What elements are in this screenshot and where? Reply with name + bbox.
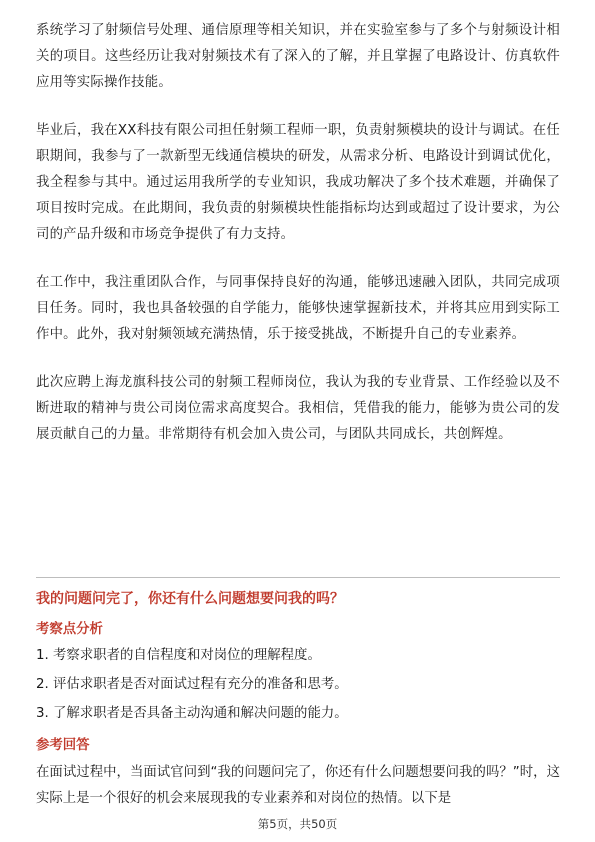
reference-answer: 在面试过程中，当面试官问到“我的问题问完了，你还有什么问题想要问我的吗？”时，这实际上是一个很好的机会来展现我的专业素养和对岗位的热情。以下是 — [36, 765, 560, 806]
interview-question: 我的问题问完了，你还有什么问题想要问我的吗？ — [36, 591, 344, 607]
analysis-item-2: 2. 评估求职者是否对面试过程有充分的准备和思考。 — [36, 677, 348, 692]
body-paragraph-3: 在工作中，我注重团队合作，与同事保持良好的沟通，能够迅速融入团队，共同完成项目任务。同时，我也具备较强的自学能力，能够快速掌握新技术，并将其应用到实际工作中。此外，我对射频领域充满热情，乐于接受挑战，不断提升自己的专业素养。 — [36, 275, 560, 342]
page-number: 第5页，共50页 — [257, 817, 338, 831]
body-paragraph-4: 此次应聘上海龙旗科技公司的射频工程师岗位，我认为我的专业背景、工作经验以及不断进取的精神与贵公司岗位需求高度契合。我相信，凭借我的能力，能够为贵公司的发展贡献自己的力量。非常期待有机会加入贵公司，与团队共同成长，共创辉煌。 — [36, 375, 560, 442]
body-paragraph-1: 系统学习了射频信号处理、通信原理等相关知识，并在实验室参与了多个与射频设计相关的项目。这些经历让我对射频技术有了深入的了解，并且掌握了电路设计、仿真软件应用等实际操作技能。 — [36, 23, 560, 90]
main-content — [36, 18, 560, 448]
body-paragraph-2: 毕业后，我在XX科技有限公司担任射频工程师一职，负责射频模块的设计与调试。在任职期间，我参与了一款新型无线通信模块的研发，从需求分析、电路设计到调试优化，我全程参与其中。通过运用我所学的专业知识，我成功解决了多个技术难题，并确保了项目按时完成。在此期间，我负责的射频模块性能指标均达到或超过了设计要求，为公司的产品升级和市场竞争提供了有力支持。 — [36, 123, 560, 242]
section-divider — [36, 577, 560, 578]
analysis-item-1: 1. 考察求职者的自信程度和对岗位的理解程度。 — [36, 648, 321, 663]
reference-heading: 参考回答 — [36, 738, 90, 753]
analysis-heading: 考察点分析 — [36, 622, 103, 637]
analysis-item-3: 3. 了解求职者是否具备主动沟通和解决问题的能力。 — [36, 706, 348, 721]
